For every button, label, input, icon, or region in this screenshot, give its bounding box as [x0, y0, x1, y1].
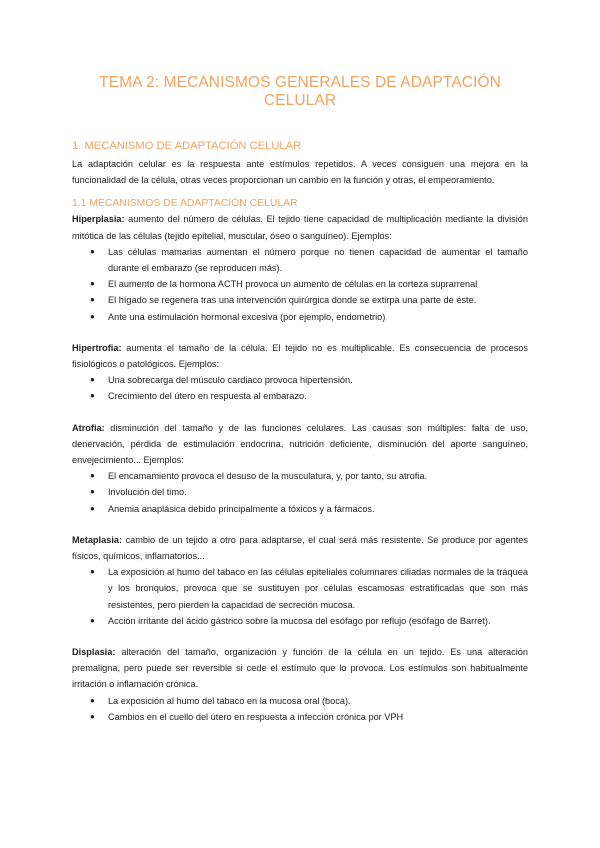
example-text: Acción irritante del ácido gástrico sobre la mucosa del esófago por reflujo (esófago de Barret). — [108, 615, 491, 626]
section-heading: 1. MECANISMO DE ADAPTACIÓN CELULAR — [72, 140, 302, 152]
example-item — [90, 484, 528, 500]
bullet-icon: ● — [90, 567, 95, 577]
mechanism-block-hipertrofia — [72, 340, 528, 405]
example-item — [90, 309, 528, 325]
mechanism-description: cambio de un tejido a otro para adaptarse, el cual será más resistente. Se produce por agentes físicos, químicos, inflamatorios... — [72, 534, 528, 562]
bullet-icon: ● — [90, 295, 95, 305]
mechanism-paragraph — [72, 420, 528, 469]
example-item — [90, 244, 528, 276]
mechanism-paragraph — [72, 644, 528, 693]
example-text: Involución del timo. — [108, 487, 187, 498]
examples-list — [72, 564, 528, 629]
examples-list — [72, 244, 528, 325]
mechanism-term: Hiperplasia: — [72, 214, 125, 225]
mechanism-term: Metaplasia: — [72, 534, 123, 545]
section-intro-paragraph: La adaptación celular es la respuesta ante estímulos repetidos. A veces consiguen una mejora en la funcionalidad de la célula, otras veces proporcionan un cambio en la función y otras, el empeoramiento. — [72, 159, 528, 186]
mechanism-term: Hipertrofia: — [72, 342, 122, 353]
mechanism-description: alteración del tamaño, organización y función de la célula en un tejido. Es una alteración premaligna, pero puede ser reversible si cede el estímulo que lo provoca. Los estímulos son habitualmente irritación o inflamación crónica. — [72, 647, 528, 690]
mechanism-paragraph — [72, 532, 528, 564]
mechanism-term: Displasia: — [72, 647, 116, 658]
example-item — [90, 292, 528, 308]
example-text: Una sobrecarga del músculo cardiaco provoca hipertensión. — [108, 375, 353, 386]
example-item — [90, 276, 528, 292]
mechanism-block-atrofia — [72, 420, 528, 517]
bullet-icon: ● — [90, 711, 95, 721]
mechanism-term: Atrofia: — [72, 422, 105, 433]
example-item — [90, 709, 528, 725]
mechanism-block-hiperplasia — [72, 211, 528, 324]
subsection-heading: 1.1 MECANISMOS DE ADAPTACIÓN CELULAR — [72, 198, 298, 210]
example-text: La exposición al humo del tabaco en las células epiteliales columnares ciliadas normales de la tráquea y los bronquios, provoca que se sustituyen por células escamosas estratificadas que son más resistentes, pero pierden la capacidad de secreción mucosa. — [108, 567, 528, 610]
example-text: El hígado se regenera tras una intervención quirúrgica donde se extirpa una parte de éste. — [108, 295, 477, 306]
bullet-icon: ● — [90, 471, 95, 481]
example-text: El encamamiento provoca el desuso de la musculatura, y, por tanto, su atrofia. — [108, 471, 428, 482]
bullet-icon: ● — [90, 375, 95, 385]
example-item — [90, 693, 528, 709]
mechanism-description: aumento del número de células. El tejido tiene capacidad de multiplicación mediante la división mitótica de las células (tejido epitelial, muscular, óseo o sanguíneo). Ejemplos: — [72, 214, 528, 241]
examples-list — [72, 693, 528, 725]
mechanisms-list — [72, 211, 528, 725]
example-text: Crecimiento del útero en respuesta al embarazo. — [108, 391, 307, 402]
examples-list — [72, 468, 528, 517]
mechanism-description: aumenta el tamaño de la célula. El tejido no es multiplicable. Es consecuencia de procesos fisiológicos o patológicos. Ejemplos: — [72, 342, 528, 370]
bullet-icon: ● — [90, 615, 95, 625]
mechanism-description: disminución del tamaño y de las funciones celulares. Las causas son múltiples: falta de uso, denervación, pérdida de estimulación endocrina, nutrición deficiente, disminución del aporte sanguíneo, envejecimiento... Ejemplos: — [72, 422, 528, 466]
example-item — [90, 468, 528, 484]
example-text: Anemia anaplásica debido principalmente a tóxicos y a fármacos. — [108, 503, 375, 514]
mechanism-block-displasia — [72, 644, 528, 725]
bullet-icon: ● — [90, 695, 95, 705]
mechanism-paragraph — [72, 340, 528, 372]
example-text: Las células mamarias aumentan el número porque no tienen capacidad de aumentar el tamaño durante el embarazo (se reproducen más). — [108, 246, 528, 274]
bullet-icon: ● — [90, 391, 95, 401]
bullet-icon: ● — [90, 503, 95, 513]
example-text: La exposición al humo del tabaco en la mucosa oral (boca). — [108, 695, 351, 706]
examples-list — [72, 372, 528, 404]
bullet-icon: ● — [90, 311, 95, 321]
example-text: Ante una estimulación hormonal excesiva (por ejemplo, endometrio) — [108, 311, 386, 322]
example-item — [90, 388, 528, 404]
example-text: El aumento de la hormona ACTH provoca un aumento de células en la corteza suprarrenal — [108, 279, 478, 290]
mechanism-paragraph — [72, 211, 528, 243]
document-title: TEMA 2: MECANISMOS GENERALES DE ADAPTACIÓN CELULAR — [99, 74, 501, 109]
mechanism-block-metaplasia — [72, 532, 528, 629]
example-item — [90, 372, 528, 388]
bullet-icon: ● — [90, 246, 95, 256]
bullet-icon: ● — [90, 279, 95, 289]
example-item — [90, 613, 528, 629]
example-item — [90, 501, 528, 517]
example-item — [90, 564, 528, 613]
bullet-icon: ● — [90, 487, 95, 497]
example-text: Cambios en el cuello del útero en respuesta a infección crónica por VPH — [108, 711, 404, 722]
